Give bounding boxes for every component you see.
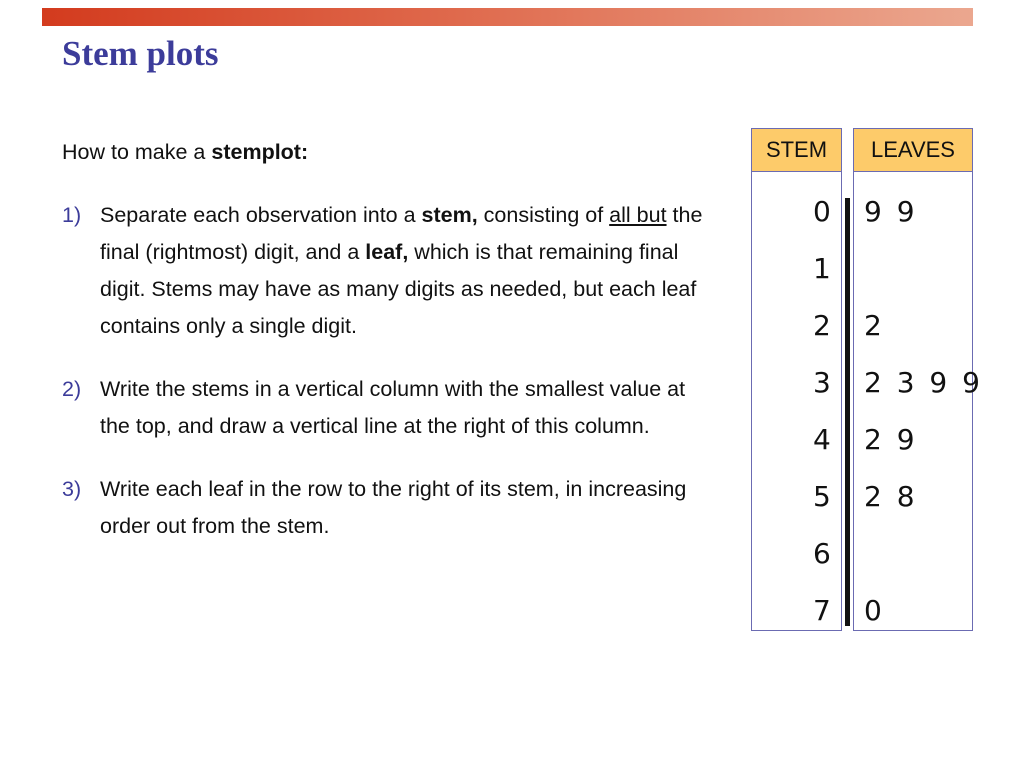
stem-value: 7 bbox=[813, 594, 831, 627]
step-text: which is that remaining final digit. Stems may have as many digits as needed, but each leaf contains only a single digit. bbox=[100, 240, 697, 338]
leaf-values: 2 8 bbox=[864, 480, 918, 513]
slide-title: Stem plots bbox=[62, 34, 219, 73]
stem-value: 1 bbox=[813, 252, 831, 285]
intro-bold: stemplot: bbox=[211, 140, 309, 164]
leaf-values: 0 bbox=[864, 594, 885, 627]
step-text: the final (rightmost) digit, and a bbox=[100, 203, 703, 264]
step-text: Write each leaf in the row to the right of its stem, in increasing order out from the stem. bbox=[100, 477, 687, 538]
step-text: leaf, bbox=[365, 240, 409, 264]
step-text: all but bbox=[609, 203, 667, 227]
step-item bbox=[62, 371, 712, 445]
step-text: Write the stems in a vertical column with the smallest value at the top, and draw a vertical line at the right of this column. bbox=[100, 377, 686, 438]
step-number: 1) bbox=[62, 203, 82, 227]
stem-header: STEM bbox=[752, 129, 841, 172]
stem-value: 3 bbox=[813, 366, 831, 399]
leaf-values: 2 3 9 9 bbox=[864, 366, 983, 399]
stem-value: 6 bbox=[813, 537, 831, 570]
step-text: stem, bbox=[421, 203, 478, 227]
stem-divider-line bbox=[845, 198, 850, 626]
intro-prefix: How to make a bbox=[62, 140, 212, 164]
step-text: consisting of bbox=[477, 203, 610, 227]
step-number: 3) bbox=[62, 477, 82, 501]
step-number: 2) bbox=[62, 377, 82, 401]
leaf-values: 9 9 bbox=[864, 195, 918, 228]
leaf-values: 2 bbox=[864, 309, 885, 342]
stem-value: 5 bbox=[813, 480, 831, 513]
stem-value: 4 bbox=[813, 423, 831, 456]
step-item bbox=[62, 471, 712, 545]
step-text: Separate each observation into a bbox=[100, 203, 422, 227]
stem-value: 0 bbox=[813, 195, 831, 228]
leaves-header: LEAVES bbox=[854, 129, 972, 172]
title-accent-bar bbox=[42, 8, 973, 26]
leaf-values: 2 9 bbox=[864, 423, 918, 456]
step-item bbox=[62, 197, 712, 345]
steps-list bbox=[62, 197, 712, 571]
stem-value: 2 bbox=[813, 309, 831, 342]
intro-text bbox=[62, 140, 308, 165]
